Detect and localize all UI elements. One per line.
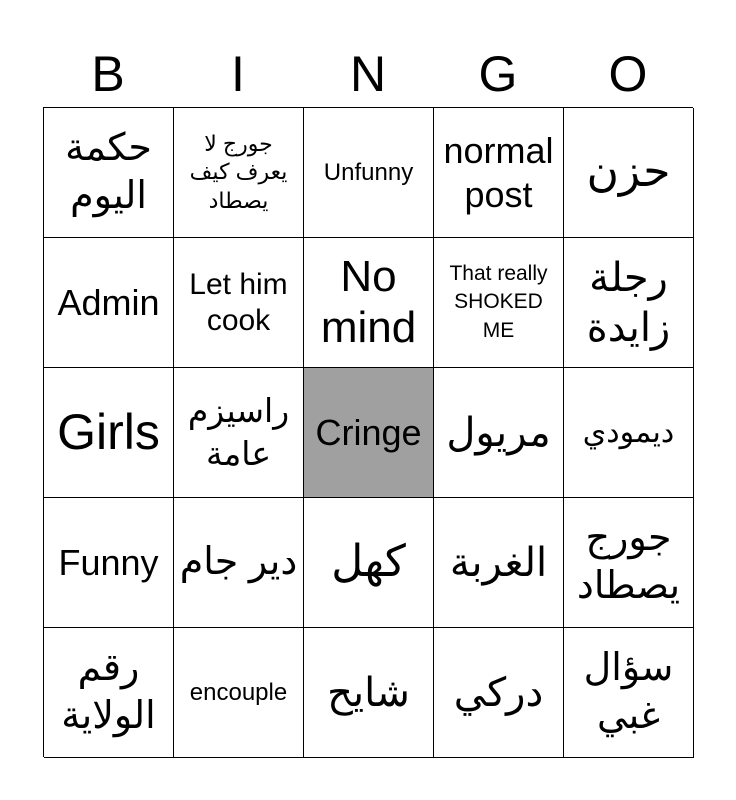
bingo-cell[interactable]: رقم الولاية: [44, 628, 174, 758]
bingo-cell[interactable]: سؤال غبي: [564, 628, 694, 758]
bingo-cell[interactable]: حكمة اليوم: [44, 108, 174, 238]
bingo-cell[interactable]: الغربة: [434, 498, 564, 628]
bingo-cell[interactable]: كهل: [304, 498, 434, 628]
bingo-grid: [43, 107, 693, 757]
bingo-cell[interactable]: Funny: [44, 498, 174, 628]
bingo-cell[interactable]: Girls: [44, 368, 174, 498]
header-letter-b: B: [91, 46, 125, 102]
header-letter-o: O: [608, 46, 648, 102]
bingo-cell[interactable]: ديمودي: [564, 368, 694, 498]
bingo-cell[interactable]: No mind: [304, 238, 434, 368]
bingo-cell[interactable]: شايح: [304, 628, 434, 758]
header-letter-n: N: [349, 46, 387, 102]
free-space-cell[interactable]: Cringe: [304, 368, 434, 498]
bingo-cell[interactable]: جورج يصطاد: [564, 498, 694, 628]
bingo-cell[interactable]: حزن: [564, 108, 694, 238]
bingo-cell[interactable]: دير جام: [174, 498, 304, 628]
bingo-cell[interactable]: Unfunny: [304, 108, 434, 238]
header-letter-i: I: [231, 46, 245, 102]
bingo-cell[interactable]: That really SHOKED ME: [434, 238, 564, 368]
bingo-cell[interactable]: دركي: [434, 628, 564, 758]
bingo-cell[interactable]: Admin: [44, 238, 174, 368]
bingo-cell[interactable]: Let him cook: [174, 238, 304, 368]
bingo-header: [43, 40, 693, 108]
bingo-cell[interactable]: مريول: [434, 368, 564, 498]
header-letter-g: G: [478, 46, 518, 102]
bingo-cell[interactable]: encouple: [174, 628, 304, 758]
bingo-cell[interactable]: راسيزم عامة: [174, 368, 304, 498]
bingo-cell[interactable]: جورج لا يعرف كيف يصطاد: [174, 108, 304, 238]
bingo-cell[interactable]: normal post: [434, 108, 564, 238]
bingo-cell[interactable]: رجلة زايدة: [564, 238, 694, 368]
